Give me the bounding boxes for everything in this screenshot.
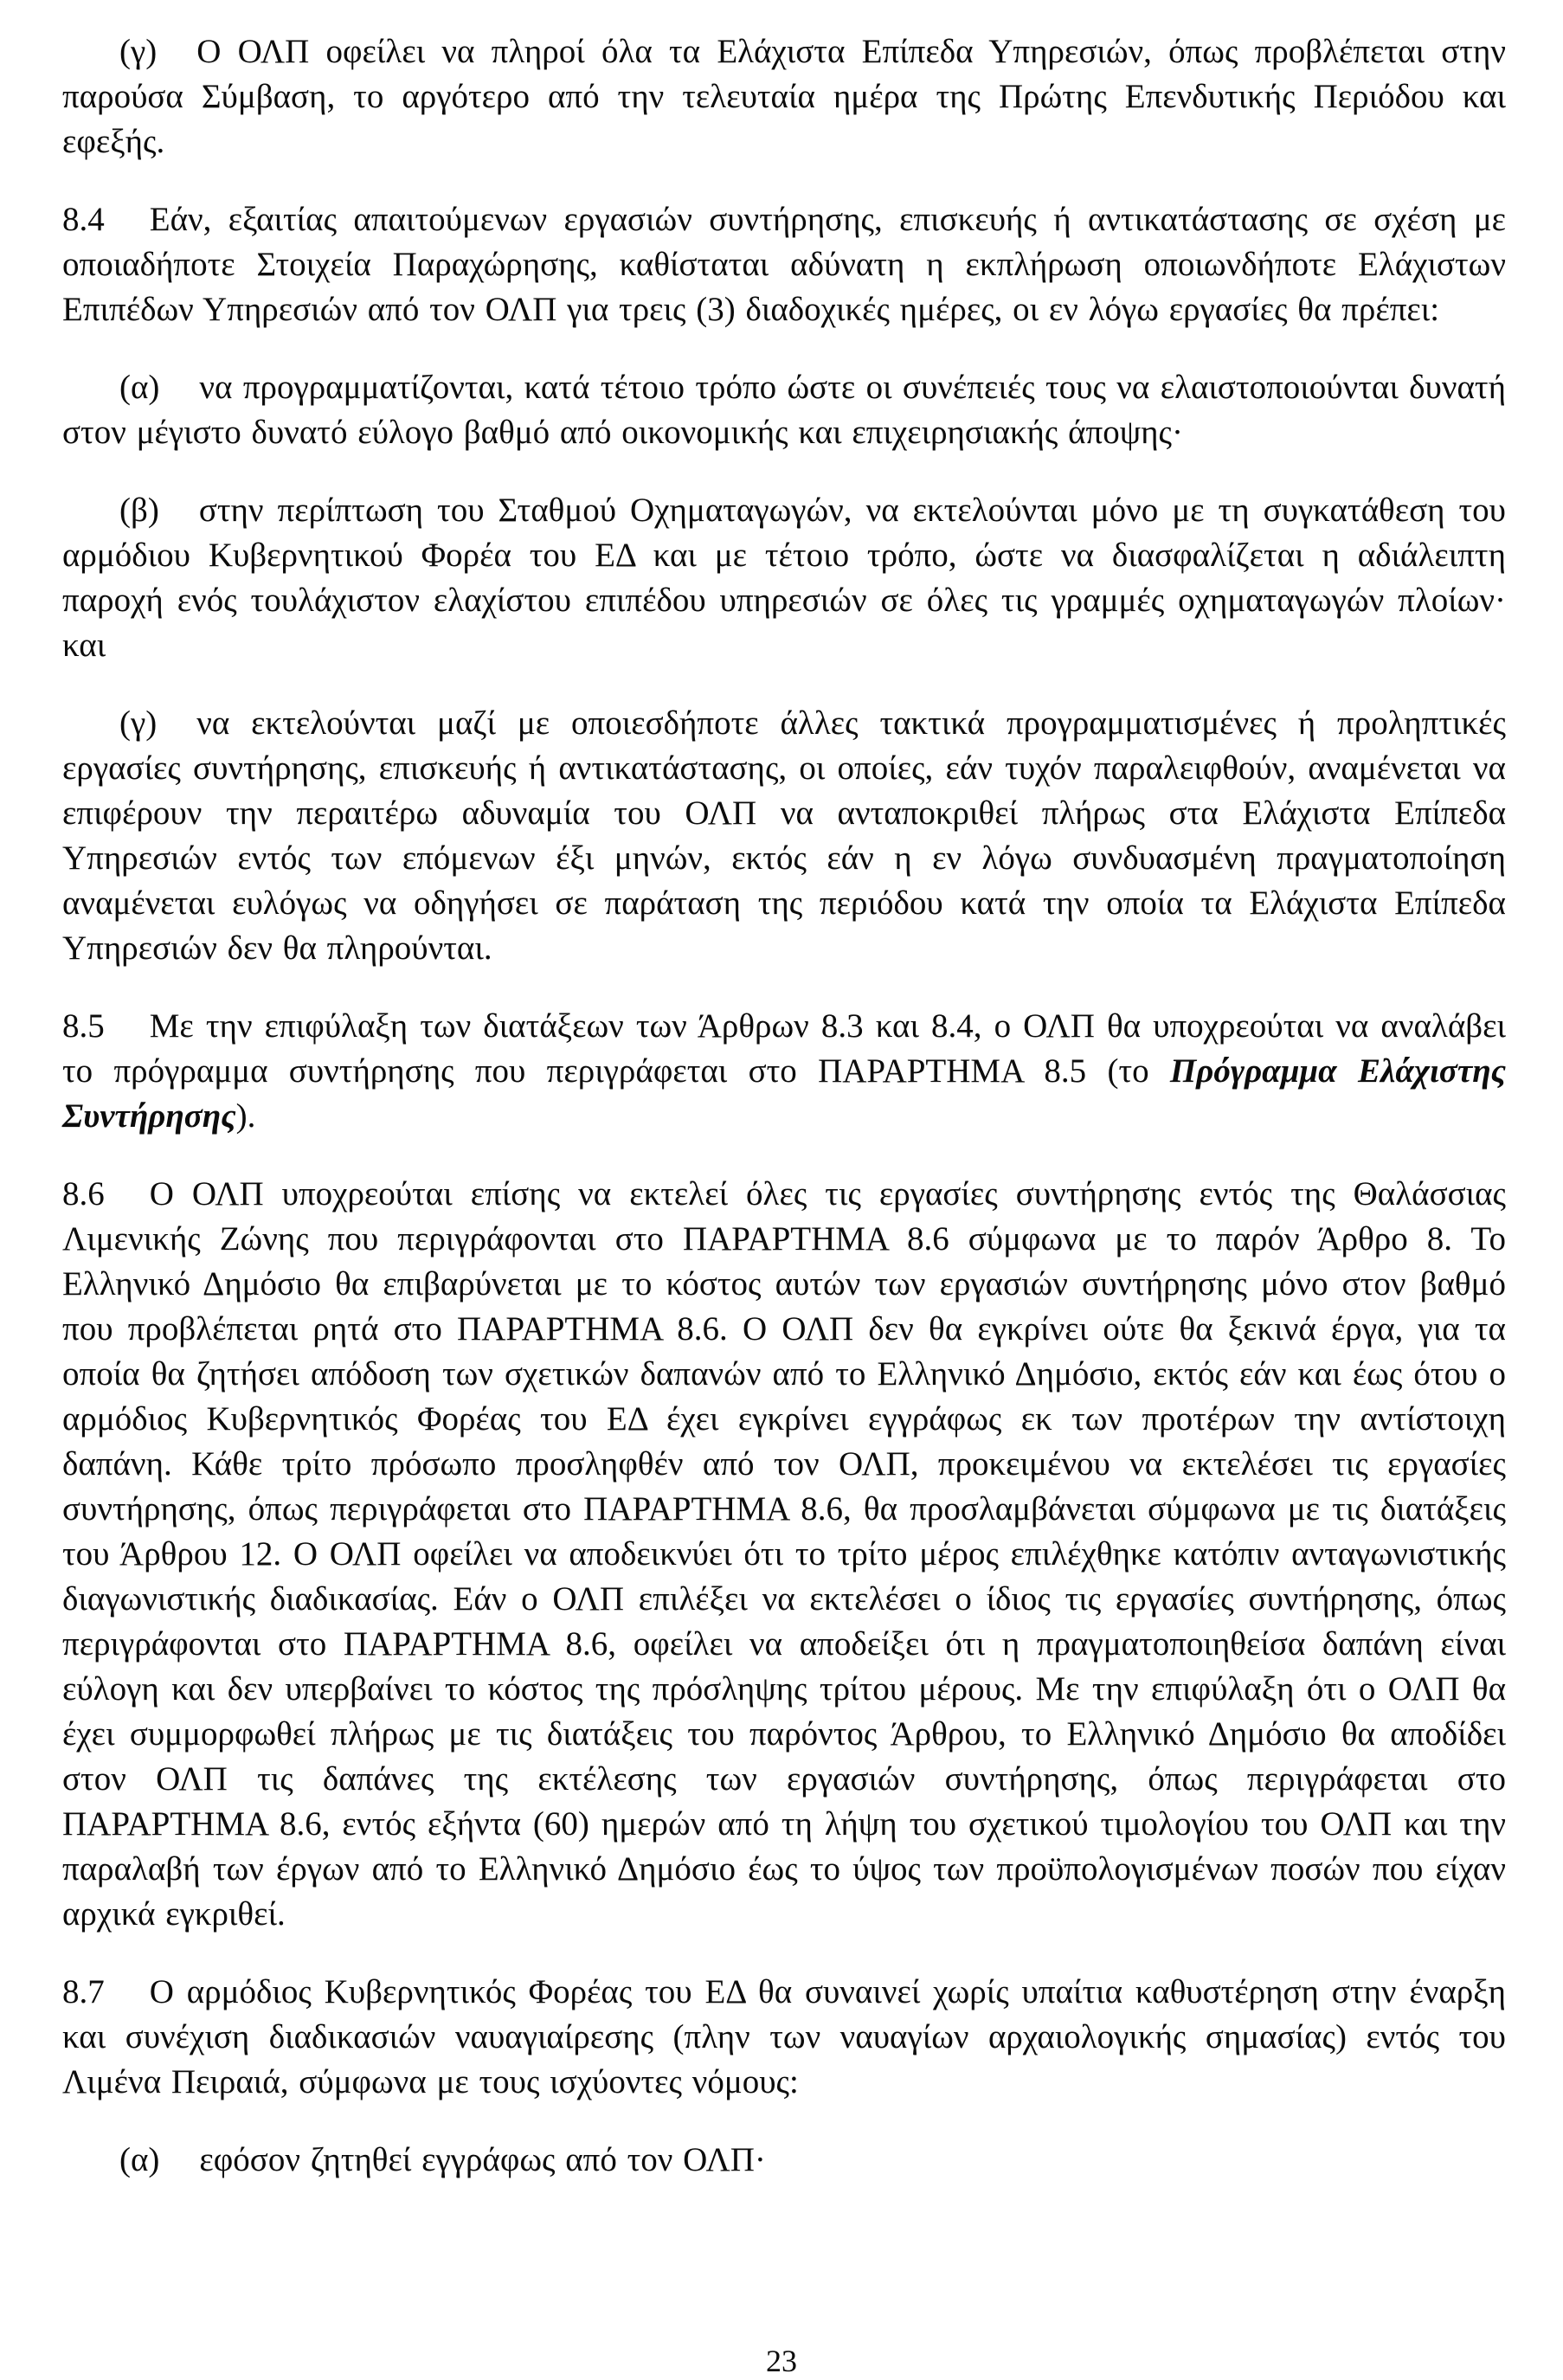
clause-text: Ο αρμόδιος Κυβερνητικός Φορέας του ΕΔ θα συναινεί χωρίς υπαίτια καθυστέρηση στην έναρξη και συνέχιση διαδικασιών ναυαγιαίρεσης (πλην των ναυαγίων αρχαιολογικής σημασίας) εντός του Λιμένα Πειραιά, σύμφωνα με τους ισχύοντες νόμους:: [62, 1973, 1506, 2100]
subclause-text: Ο ΟΛΠ οφείλει να πληροί όλα τα Ελάχιστα Επίπεδα Υπηρεσιών, όπως προβλέπεται στην παρούσα Σύμβαση, το αργότερο από την τελευταία ημέρα της Πρώτης Επενδυτικής Περιόδου και εφεξής.: [62, 33, 1506, 160]
clause-text-after: ).: [235, 1097, 256, 1135]
clause-text-before: Με την επιφύλαξη των διατάξεων των Άρθρων 8.3 και 8.4, ο ΟΛΠ θα υποχρεούται να αναλάβει το πρόγραμμα συντήρησης που περιγράφεται στο ΠΑΡΑΡΤΗΜΑ 8.5 (το: [62, 1007, 1506, 1090]
subclause-b-car-terminal: [62, 488, 1506, 668]
clause-number: 8.7: [62, 1973, 105, 2010]
page-number: 23: [766, 2344, 797, 2378]
subclause-label: (γ): [119, 33, 158, 70]
subclause-text: στην περίπτωση του Σταθμού Οχηματαγωγών, να εκτελούνται μόνο με τη συγκατάθεση του αρμόδιου Κυβερνητικού Φορέα του ΕΔ και με τέτοιο τρόπο, ώστε να διασφαλίζεται η αδιάλειπτη παροχή ενός τουλάχιστον ελαχίστου επιπέδου υπηρεσιών σε όλες τις γραμμές οχηματαγωγών πλοίων· και: [62, 492, 1506, 664]
subclause-label: (β): [119, 492, 159, 529]
subclause-text: να προγραμματίζονται, κατά τέτοιο τρόπο ώστε οι συνέπειές τους να ελαιστοποιούνται δυνατή στον μέγιστο δυνατό εύλογο βαθμό από οικονομικής και επιχειρησιακής άποψης·: [62, 369, 1506, 451]
subclause-text: να εκτελούνται μαζί με οποιεσδήποτε άλλες τακτικά προγραμματισμένες ή προληπτικές εργασίες συντήρησης, επισκευής ή αντικατάστασης, οι οποίες, εάν τυχόν παραλειφθούν, αναμένεται να επιφέρουν την περαιτέρω αδυναμία του ΟΛΠ να ανταποκριθεί πλήρως στα Ελάχιστα Επίπεδα Υπηρεσιών εντός των επόμενων έξι μηνών, εκτός εάν η εν λόγω συνδυασμένη πραγματοποίηση αναμένεται ευλόγως να οδηγήσει σε παράταση της περιόδου κατά την οποία τα Ελάχιστα Επίπεδα Υπηρεσιών δεν θα πληρούνται.: [62, 704, 1506, 967]
subclause-c-combined-works: [62, 701, 1506, 971]
subclause-a-scheduling: [62, 365, 1506, 455]
subclause-a-written-request: [62, 2138, 1506, 2183]
clause-8-5: [62, 1004, 1506, 1139]
subclause-label: (γ): [119, 704, 158, 742]
clause-number: 8.5: [62, 1007, 105, 1045]
clause-number: 8.4: [62, 201, 105, 238]
clause-number: 8.6: [62, 1175, 105, 1213]
defined-term-minimum-maintenance-programme: Πρόγραμμα Ελάχιστης Συντήρησης: [62, 1052, 1506, 1135]
clause-8-4: [62, 197, 1506, 332]
subclause-c-minimum-service-levels: [62, 29, 1506, 164]
clause-text: Εάν, εξαιτίας απαιτούμενων εργασιών συντήρησης, επισκευής ή αντικατάστασης σε σχέση με οποιαδήποτε Στοιχεία Παραχώρησης, καθίσταται αδύνατη η εκπλήρωση οποιωνδήποτε Ελάχιστων Επιπέδων Υπηρεσιών από τον ΟΛΠ για τρεις (3) διαδοχικές ημέρες, οι εν λόγω εργασίες θα πρέπει:: [62, 201, 1506, 328]
clause-text: Ο ΟΛΠ υποχρεούται επίσης να εκτελεί όλες τις εργασίες συντήρησης εντός της Θαλάσσιας Λιμενικής Ζώνης που περιγράφονται στο ΠΑΡΑΡΤΗΜΑ 8.6 σύμφωνα με το παρόν Άρθρο 8. Το Ελληνικό Δημόσιο θα επιβαρύνεται με το κόστος αυτών των εργασιών συντήρησης μόνο στον βαθμό που προβλέπεται ρητά στο ΠΑΡΑΡΤΗΜΑ 8.6. Ο ΟΛΠ δεν θα εγκρίνει ούτε θα ξεκινά έργα, για τα οποία θα ζητήσει απόδοση των σχετικών δαπανών από το Ελληνικό Δημόσιο, εκτός εάν και έως ότου ο αρμόδιος Κυβερνητικός Φορέας του ΕΔ έχει εγκρίνει εγγράφως εκ των προτέρων την αντίστοιχη δαπάνη. Κάθε τρίτο πρόσωπο προσληφθέν από τον ΟΛΠ, προκειμένου να εκτελέσει τις εργασίες συντήρησης, όπως περιγράφεται στο ΠΑΡΑΡΤΗΜΑ 8.6, θα προσλαμβάνεται σύμφωνα με τις διατάξεις του Άρθρου 12. Ο ΟΛΠ οφείλει να αποδεικνύει ότι το τρίτο μέρος επιλέχθηκε κατόπιν ανταγωνιστικής διαγωνιστικής διαδικασίας. Εάν ο ΟΛΠ επιλέξει να εκτελέσει ο ίδιος τις εργασίες συντήρησης, όπως περιγράφονται στο ΠΑΡΑΡΤΗΜΑ 8.6, οφείλει να αποδείξει ότι η πραγματοποιηθείσα δαπάνη είναι εύλογη και δεν υπερβαίνει το κόστος της πρόσληψης τρίτου μέρους. Με την επιφύλαξη ότι ο ΟΛΠ θα έχει συμμορφωθεί πλήρως με τις διατάξεις του παρόντος Άρθρου, το Ελληνικό Δημόσιο θα αποδίδει στον ΟΛΠ τις δαπάνες της εκτέλεσης των εργασιών συντήρησης, όπως περιγράφεται στο ΠΑΡΑΡΤΗΜΑ 8.6, εντός εξήντα (60) ημερών από τη λήψη του σχετικού τιμολογίου του ΟΛΠ και την παραλαβή των έργων από το Ελληνικό Δημόσιο έως το ύψος των προϋπολογισμένων ποσών που είχαν αρχικά εγκριθεί.: [62, 1175, 1506, 1933]
subclause-text: εφόσον ζητηθεί εγγράφως από τον ΟΛΠ·: [199, 2141, 766, 2178]
clause-8-7: [62, 1970, 1506, 2105]
subclause-label: (α): [119, 369, 160, 406]
subclause-label: (α): [119, 2141, 160, 2178]
clause-8-6: [62, 1172, 1506, 1937]
